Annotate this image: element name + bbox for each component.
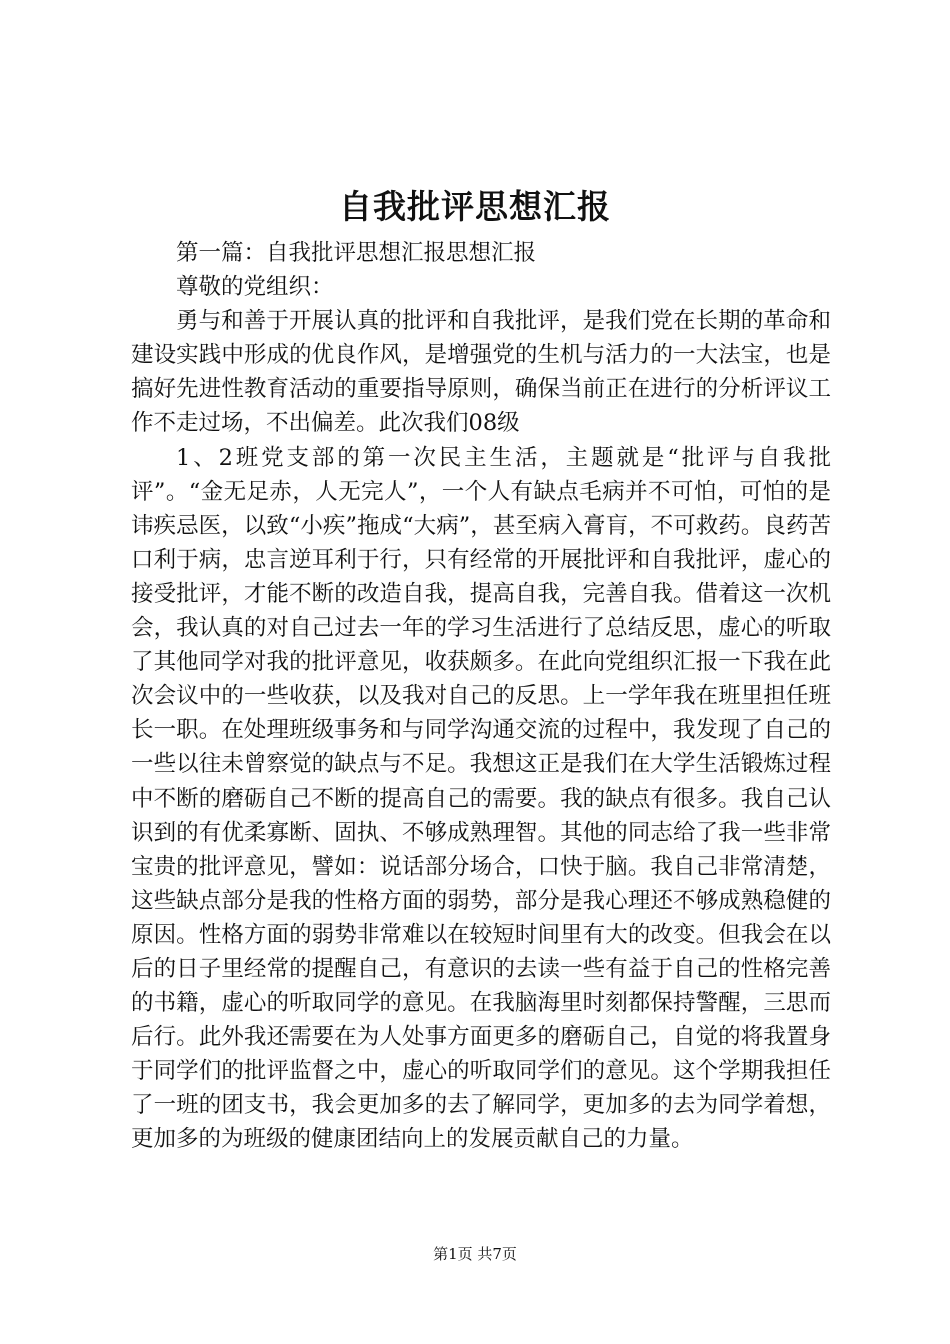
page-footer: 第1页 共7页 (433, 1245, 517, 1263)
document-body (131, 236, 831, 1157)
body-paragraph: 1、2班党支部的第一次民主生活，主题就是“批评与自我批评”。“金无足赤，人无完人”，一个人有缺点毛病并不可怕，可怕的是讳疾忌医，以致“小疾”拖成“大病”，甚至病入膏肓，不可救药。良药苦口利于病，忠言逆耳利于行，只有经常的开展批评和自我批评，虚心的接受批评，才能不断的改造自我，提高自我，完善自我。借着这一次机会，我认真的对自己过去一年的学习生活进行了总结反思，虚心的听取了其他同学对我的批评意见，收获颇多。在此向党组织汇报一下我在此次会议中的一些收获，以及我对自己的反思。上一学年我在班里担任班长一职。在处理班级事务和与同学沟通交流的过程中，我发现了自己的一些以往未曾察觉的缺点与不足。我想这正是我们在大学生活锻炼过程中不断的磨砺自己不断的提高自己的需要。我的缺点有很多。我自己认识到的有优柔寡断、固执、不够成熟理智。其他的同志给了我一些非常宝贵的批评意见，譬如：说话部分场合，口快于脑。我自己非常清楚，这些缺点部分是我的性格方面的弱势，部分是我心理还不够成熟稳健的原因。性格方面的弱势非常难以在较短时间里有大的改变。但我会在以后的日子里经常的提醒自己，有意识的去读一些有益于自己的性格完善的书籍，虚心的听取同学的意见。在我脑海里时刻都保持警醒，三思而后行。此外我还需要在为人处事方面更多的磨砺自己，自觉的将我置身于同学们的批评监督之中，虚心的听取同学们的意见。这个学期我担任了一班的团支书，我会更加多的去了解同学，更加多的去为同学着想，更加多的为班级的健康团结向上的发展贡献自己的力量。 (131, 444, 831, 1153)
section-heading: 第一篇：自我批评思想汇报思想汇报 (176, 240, 537, 266)
salutation: 尊敬的党组织： (176, 274, 334, 301)
document-title: 自我批评思想汇报 (339, 187, 611, 226)
body-paragraph: 勇与和善于开展认真的批评和自我批评，是我们党在长期的革命和建设实践中形成的优良作风，是增强党的生机与活力的一大法宝，也是搞好先进性教育活动的重要指导原则，确保当前正在进行的分析评议工作不走过场，不出偏差。此次我们08级 (131, 308, 831, 437)
